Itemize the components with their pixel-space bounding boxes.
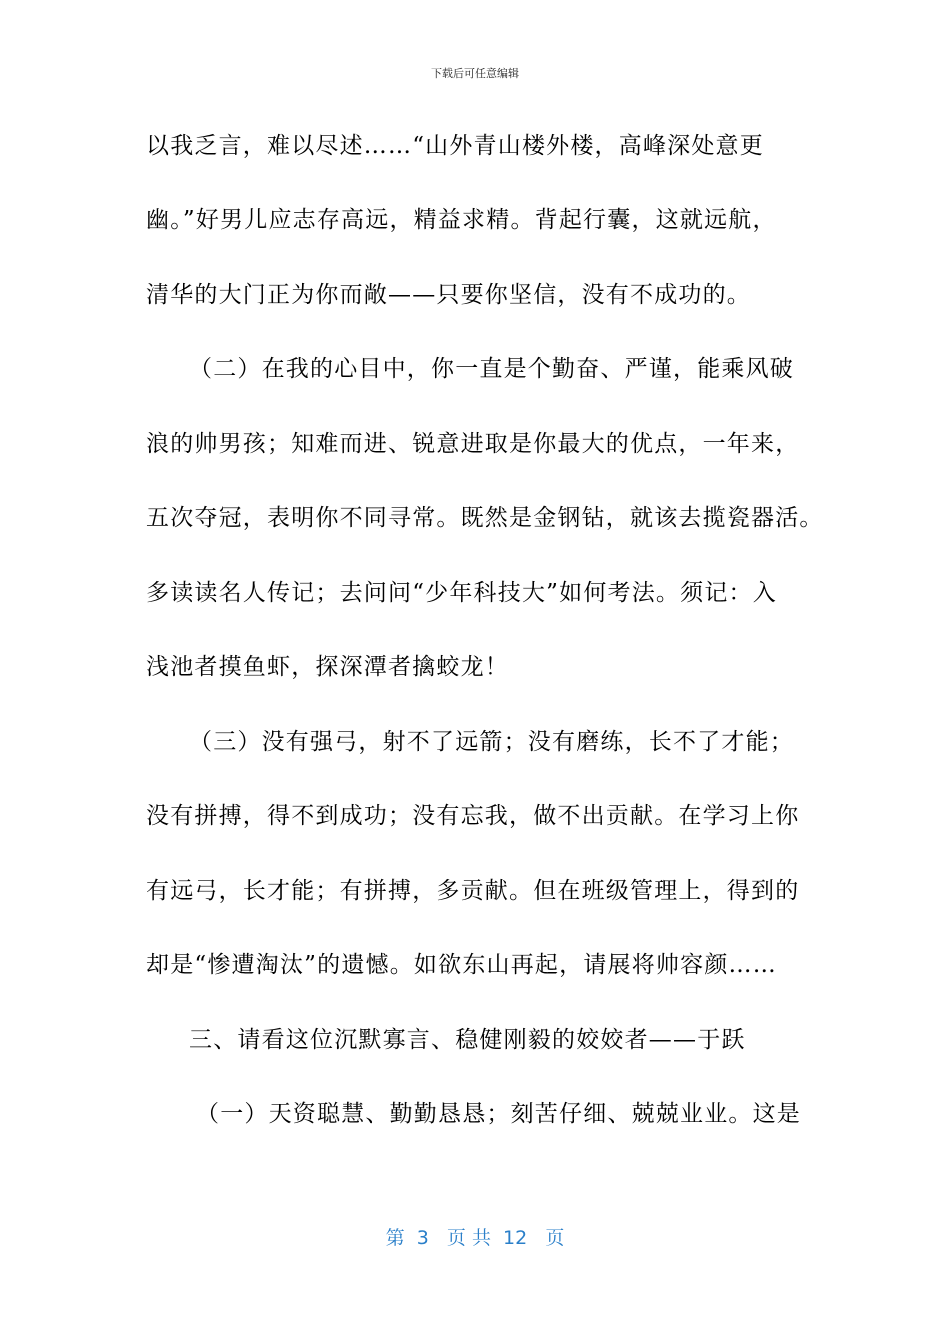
text-line: 没有拼搏，得不到成功；没有忘我，做不出贡献。在学习上你	[146, 803, 800, 829]
text-line: 浪的帅男孩；知难而进、锐意进取是你最大的优点，一年来，	[146, 431, 800, 457]
text-line: 五次夺冠，表明你不同寻常。既然是金钢钻，就该去揽瓷器活。	[146, 505, 824, 531]
text-line: （二）在我的心目中，你一直是个勤奋、严谨，能乘风破	[189, 356, 794, 382]
text-line: （三）没有强弓，射不了远箭；没有磨练，长不了才能；	[189, 729, 794, 755]
page-number-footer: 第 3 页 共 12 页	[385, 1227, 565, 1249]
text-line: 以我乏言，难以尽述……“山外青山楼外楼，高峰深处意更	[146, 133, 764, 159]
text-line: 有远弓，长才能；有拼搏，多贡献。但在班级管理上，得到的	[146, 878, 800, 904]
text-line: 幽。”好男儿应志存高远，精益求精。背起行囊，这就远航，	[146, 207, 777, 233]
section-heading: 三、请看这位沉默寡言、稳健刚毅的姣姣者——于跃	[189, 1027, 746, 1053]
text-line: 却是“惨遭淘汰”的遗憾。如欲东山再起，请展将帅容颜……	[146, 952, 777, 978]
text-line: 多读读名人传记；去问问“少年科技大”如何考法。须记：入	[146, 580, 777, 606]
text-line: （一）天资聪慧、勤勤恳恳；刻苦仔细、兢兢业业。这是	[196, 1101, 801, 1127]
text-line: 浅池者摸鱼虾，探深潭者擒蛟龙！	[146, 654, 509, 680]
text-line: 清华的大门正为你而敞——只要你坚信，没有不成功的。	[146, 282, 751, 308]
page-header: 下载后可任意编辑	[431, 67, 519, 80]
